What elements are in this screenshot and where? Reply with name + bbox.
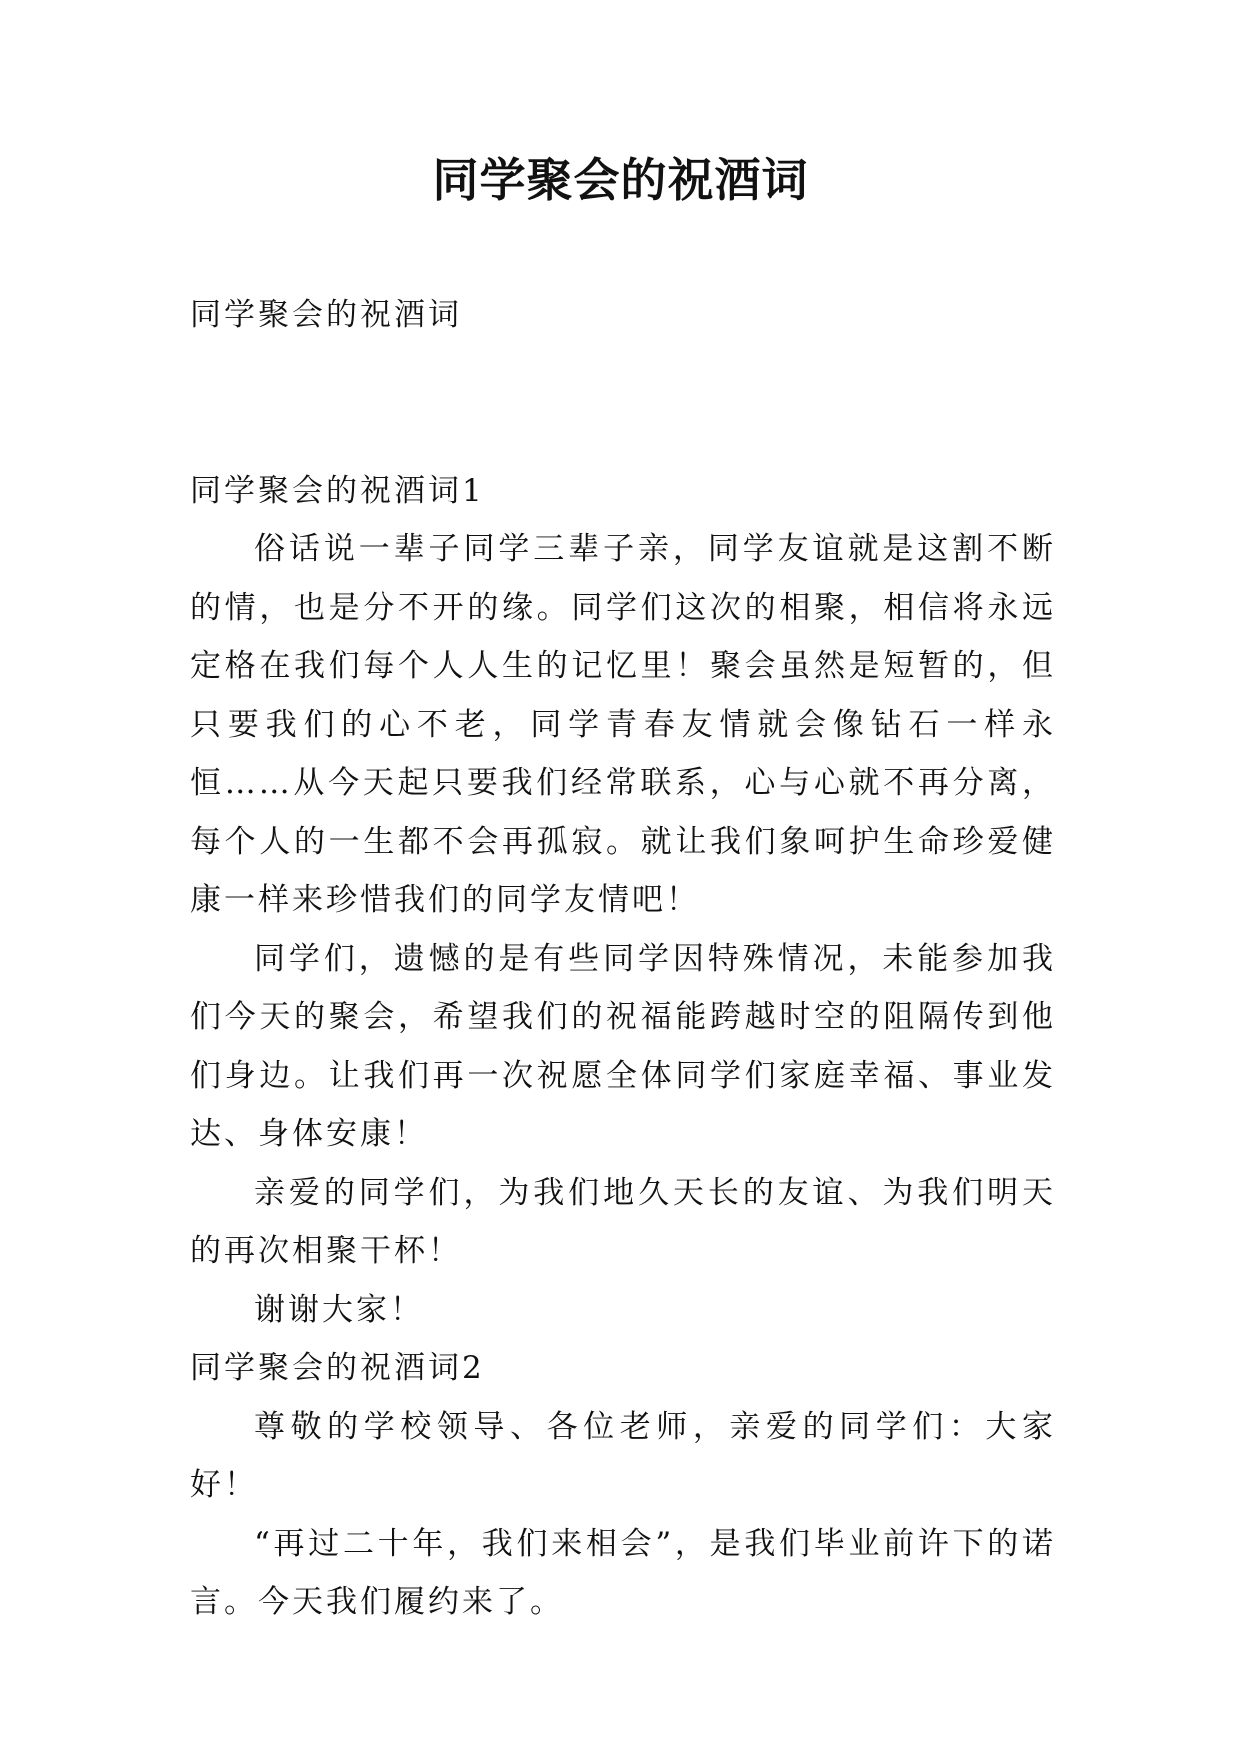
section-2-paragraph-2: “再过二十年，我们来相会”，是我们毕业前许下的诺言。今天我们履约来了。 [190, 1525, 1056, 1620]
document-body [190, 286, 1056, 1632]
spacer [190, 345, 1056, 462]
section-2-paragraph-1: 尊敬的学校领导、各位老师，亲爱的同学们：大家好！ [190, 1408, 1056, 1503]
section-1-heading: 同学聚会的祝酒词1 [190, 472, 485, 509]
section-1-paragraph-3: 亲爱的同学们，为我们地久天长的友谊、为我们明天的再次相聚干杯！ [190, 1174, 1056, 1269]
document-subtitle: 同学聚会的祝酒词 [190, 297, 462, 333]
document-title: 同学聚会的祝酒词 [432, 153, 809, 207]
section-1-paragraph-1: 俗话说一辈子同学三辈子亲，同学友谊就是这割不断的情，也是分不开的缘。同学们这次的相聚，相信将永远定格在我们每个人人生的记忆里！聚会虽然是短暂的，但只要我们的心不老，同学青春友情就会像钻石一样永恒……从今天起只要我们经常联系，心与心就不再分离，每个人的一生都不会再孤寂。就让我们象呵护生命珍爱健康一样来珍惜我们的同学友情吧！ [190, 531, 1056, 918]
section-2-heading: 同学聚会的祝酒词2 [190, 1350, 485, 1386]
section-1-paragraph-2: 同学们，遗憾的是有些同学因特殊情况，未能参加我们今天的聚会，希望我们的祝福能跨越时空的阻隔传到他们身边。让我们再一次祝愿全体同学们家庭幸福、事业发达、身体安康！ [190, 940, 1056, 1152]
section-1-paragraph-4: 谢谢大家！ [254, 1291, 424, 1328]
